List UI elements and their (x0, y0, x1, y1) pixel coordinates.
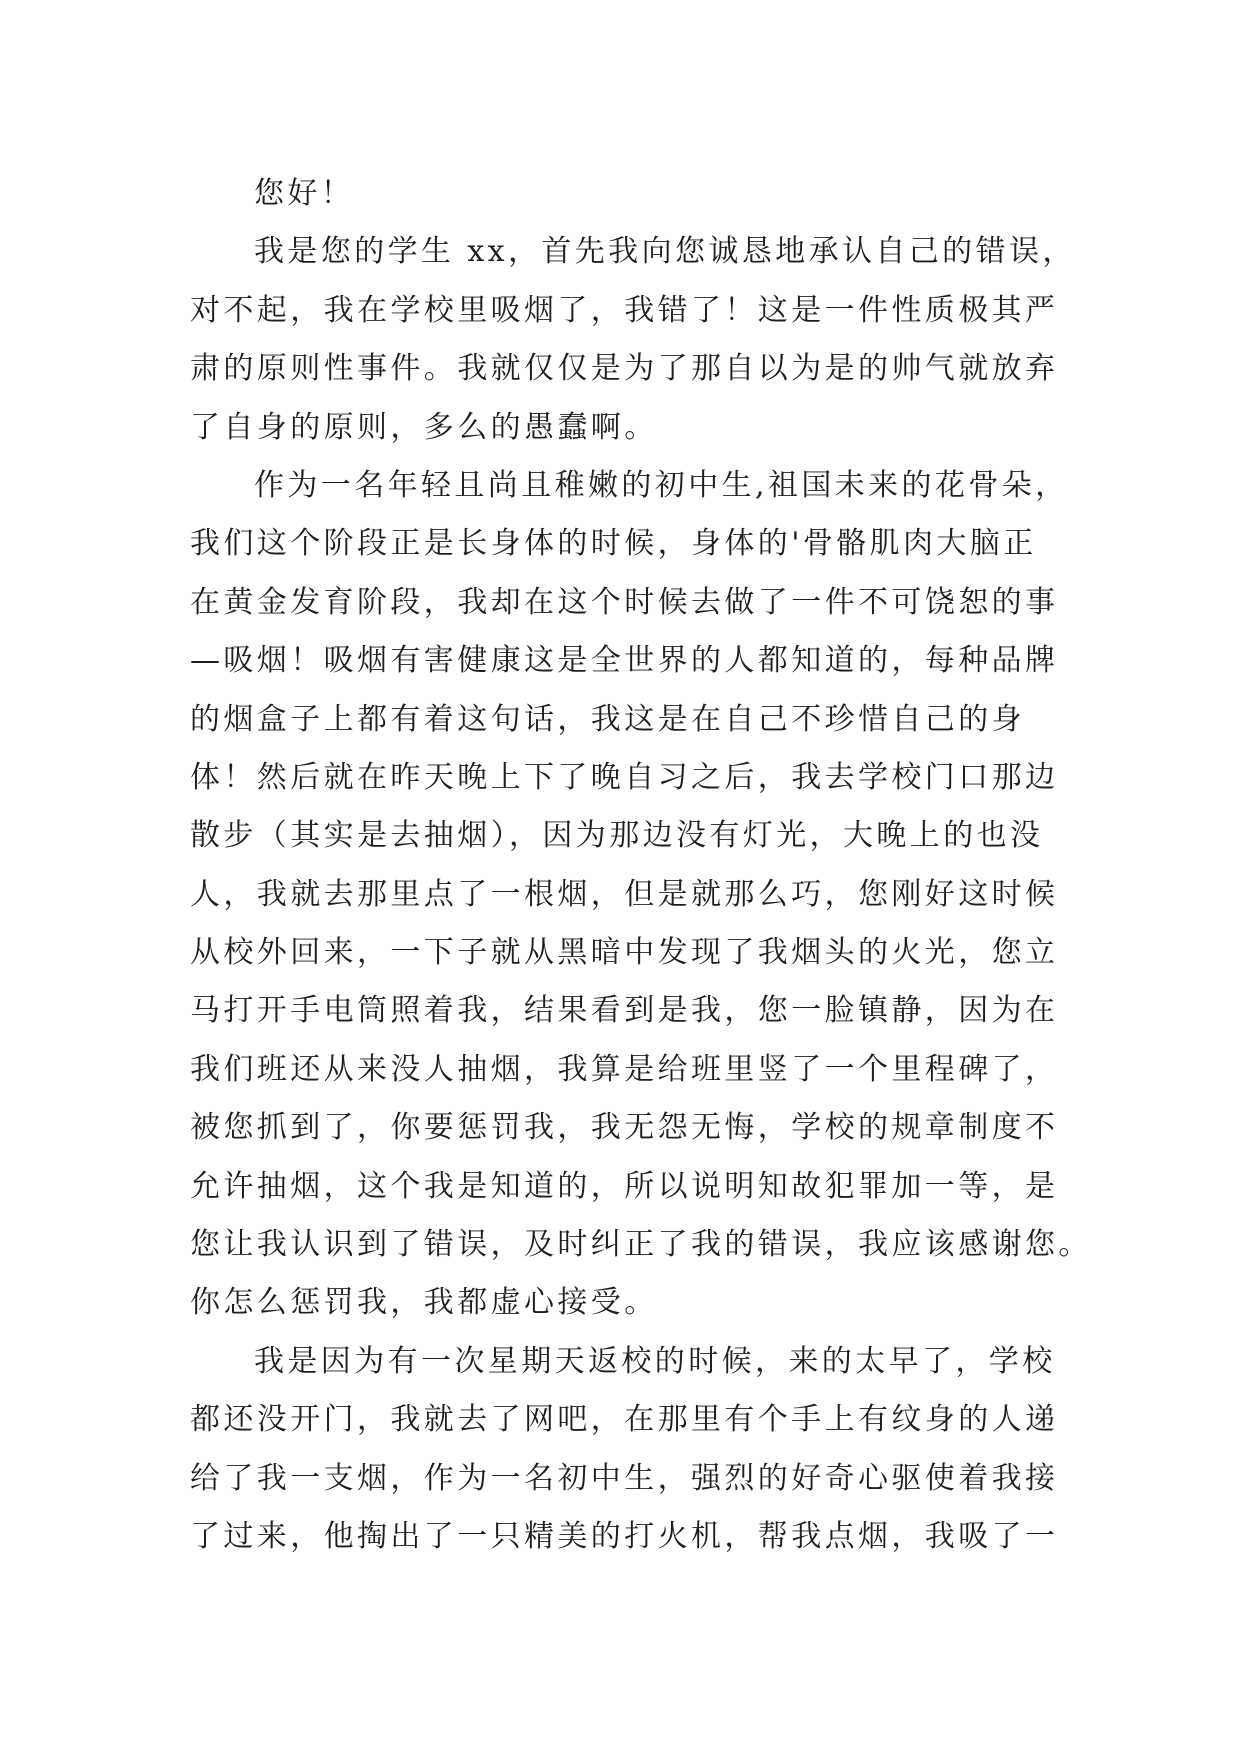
text-line: 肃的原则性事件。我就仅仅是为了那自以为是的帅气就放弃 (190, 351, 1059, 387)
text-line: 人，我就去那里点了一根烟，但是就那么巧，您刚好这时候 (190, 876, 1059, 912)
text-line: 允许抽烟，这个我是知道的，所以说明知故犯罪加一等，是 (190, 1168, 1059, 1204)
text-line: 马打开手电筒照着我，结果看到是我，您一脸镇静，因为在 (190, 993, 1059, 1029)
text-line: 给了我一支烟，作为一名初中生，强烈的好奇心驱使着我接 (190, 1460, 1059, 1496)
text-line: 都还没开门，我就去了网吧，在那里有个手上有纹身的人递 (190, 1402, 1059, 1438)
text-line: 从校外回来，一下子就从黑暗中发现了我烟头的火光，您立 (190, 935, 1059, 971)
text-line: 的烟盒子上都有着这句话，我这是在自己不珍惜自己的身 (190, 701, 1025, 737)
text-line: 体！然后就在昨天晚上下了晚自习之后，我去学校门口那边 (190, 759, 1059, 795)
text-line: 散步（其实是去抽烟），因为那边没有灯光，大晚上的也没 (190, 818, 1044, 854)
letter-body (190, 165, 1092, 1566)
text-line: 在黄金发育阶段，我却在这个时候去做了一件不可饶恕的事 (190, 584, 1059, 620)
text-line: 你怎么惩罚我，我都虚心接受。 (190, 1285, 658, 1321)
text-line: 我们这个阶段正是长身体的时候，身体的'骨骼肌肉大脑正 (190, 526, 1037, 562)
text-line: 被您抓到了，你要惩罚我，我无怨无悔，学校的规章制度不 (190, 1110, 1059, 1146)
text-line: 我们班还从来没人抽烟，我算是给班里竖了一个里程碑了， (190, 1051, 1059, 1087)
text-line: 了过来，他掏出了一只精美的打火机，帮我点烟，我吸了一 (190, 1518, 1059, 1554)
greeting-line: 您好！ (254, 176, 355, 211)
text-line: 我是因为有一次星期天返校的时候，来的太早了，学校 (254, 1343, 1056, 1379)
text-line: 了自身的原则，多么的愚蠢啊。 (190, 409, 658, 445)
text-line: 您让我认识到了错误，及时纠正了我的错误，我应该感谢您。 (190, 1227, 1092, 1263)
text-line: —吸烟！吸烟有害健康这是全世界的人都知道的，每种品牌 (190, 643, 1059, 679)
text-line: 作为一名年轻且尚且稚嫩的初中生,祖国未来的花骨朵， (254, 467, 1069, 503)
text-line: 我是您的学生 xx，首先我向您诚恳地承认自己的错误， (254, 234, 1076, 270)
text-line: 对不起，我在学校里吸烟了，我错了！这是一件性质极其严 (190, 292, 1059, 328)
